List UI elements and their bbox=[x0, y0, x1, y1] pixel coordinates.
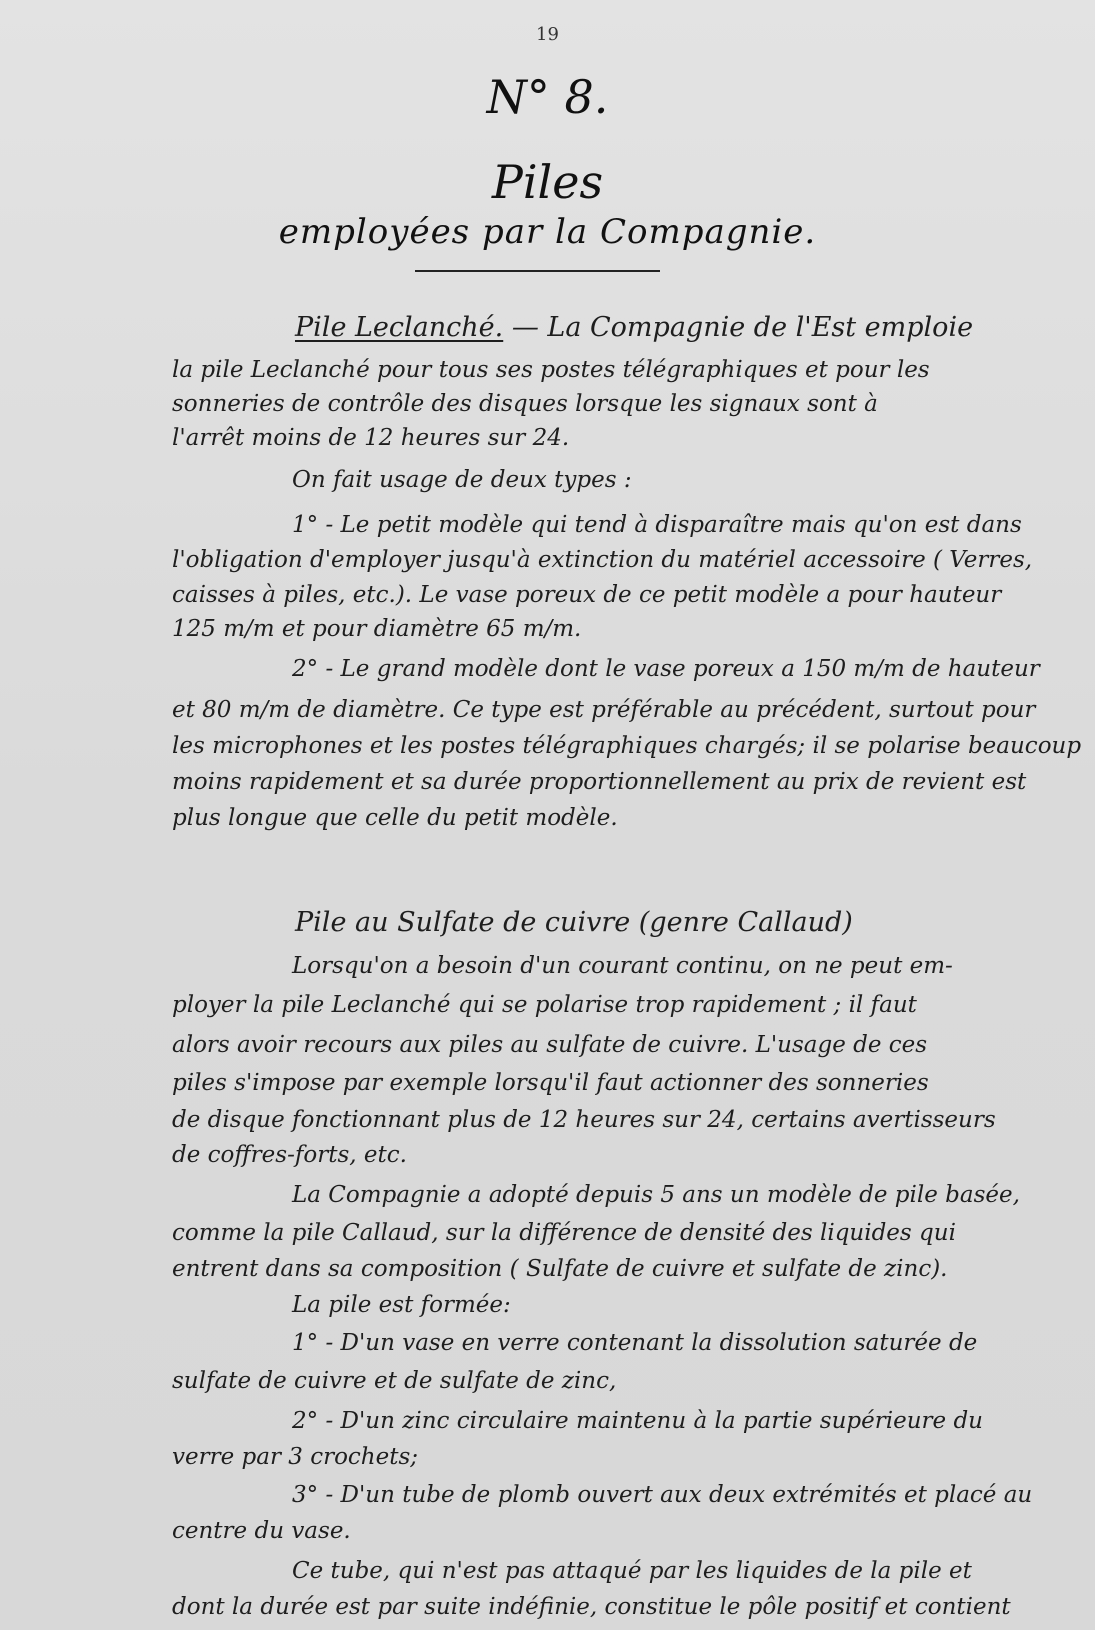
text-line: caisses à piles, etc.). Le vase poreux de ce petit modèle a pour hauteur bbox=[172, 582, 1002, 608]
text-line: l'arrêt moins de 12 heures sur 24. bbox=[172, 425, 570, 451]
text-line: et 80 m/m de diamètre. Ce type est préférable au précédent, surtout pour bbox=[172, 697, 1036, 723]
text-line: verre par 3 crochets; bbox=[172, 1444, 419, 1470]
text-line: — La Compagnie de l'Est emploie bbox=[511, 312, 974, 343]
text-line: alors avoir recours aux piles au sulfate de cuivre. L'usage de ces bbox=[172, 1032, 928, 1058]
text-line: centre du vase. bbox=[172, 1518, 351, 1544]
text-line: 2° - D'un zinc circulaire maintenu à la partie supérieure du bbox=[292, 1408, 983, 1434]
text-line: dont la durée est par suite indéfinie, constitue le pôle positif et contient bbox=[172, 1594, 1011, 1620]
text-line: la pile Leclanché pour tous ses postes télégraphiques et pour les bbox=[172, 357, 930, 383]
text-line: de disque fonctionnant plus de 12 heures sur 24, certains avertisseurs bbox=[172, 1107, 996, 1133]
text-line: de coffres-forts, etc. bbox=[172, 1142, 407, 1168]
text-line: La Compagnie a adopté depuis 5 ans un modèle de pile basée, bbox=[292, 1182, 1020, 1208]
text-line: La pile est formée: bbox=[292, 1292, 511, 1318]
text-line: 2° - Le grand modèle dont le vase poreux a 150 m/m de hauteur bbox=[292, 656, 1040, 682]
page-title: Piles bbox=[491, 155, 604, 209]
text-line: l'obligation d'employer jusqu'à extinction du matériel accessoire ( Verres, bbox=[172, 547, 1033, 573]
text-line: 3° - D'un tube de plomb ouvert aux deux extrémités et placé au bbox=[292, 1482, 1033, 1508]
text-line: entrent dans sa composition ( Sulfate de cuivre et sulfate de zinc). bbox=[172, 1256, 948, 1282]
text-line: 1° - D'un vase en verre contenant la dissolution saturée de bbox=[292, 1330, 978, 1356]
text-line: sulfate de cuivre et de sulfate de zinc, bbox=[172, 1368, 617, 1394]
text-line: Ce tube, qui n'est pas attaqué par les liquides de la pile et bbox=[292, 1558, 972, 1584]
document-number: N° 8. bbox=[486, 70, 609, 124]
page-number: 19 bbox=[536, 24, 559, 45]
title-underline bbox=[415, 270, 660, 272]
text-line: moins rapidement et sa durée proportionnellement au prix de revient est bbox=[172, 769, 1027, 795]
text-line: sonneries de contrôle des disques lorsque les signaux sont à bbox=[172, 391, 878, 417]
text-line: ployer la pile Leclanché qui se polarise trop rapidement ; il faut bbox=[172, 992, 917, 1018]
text-line: plus longue que celle du petit modèle. bbox=[172, 805, 618, 831]
text-line: On fait usage de deux types : bbox=[292, 467, 632, 493]
section-leclanche-first-line bbox=[295, 313, 1032, 343]
section-heading-sulfate: Pile au Sulfate de cuivre (genre Callaud) bbox=[295, 907, 853, 938]
text-line: comme la pile Callaud, sur la différence de densité des liquides qui bbox=[172, 1220, 956, 1246]
page-subtitle: employées par la Compagnie. bbox=[278, 212, 817, 252]
text-line: 125 m/m et pour diamètre 65 m/m. bbox=[172, 616, 582, 642]
text-line: 1° - Le petit modèle qui tend à disparaître mais qu'on est dans bbox=[292, 512, 1022, 538]
text-line: les microphones et les postes télégraphiques chargés; il se polarise beaucoup bbox=[172, 733, 1082, 759]
section-heading-leclanche: Pile Leclanché. bbox=[295, 312, 504, 343]
text-line: Lorsqu'on a besoin d'un courant continu, on ne peut em- bbox=[292, 953, 953, 979]
text-line: piles s'impose par exemple lorsqu'il faut actionner des sonneries bbox=[172, 1070, 929, 1096]
